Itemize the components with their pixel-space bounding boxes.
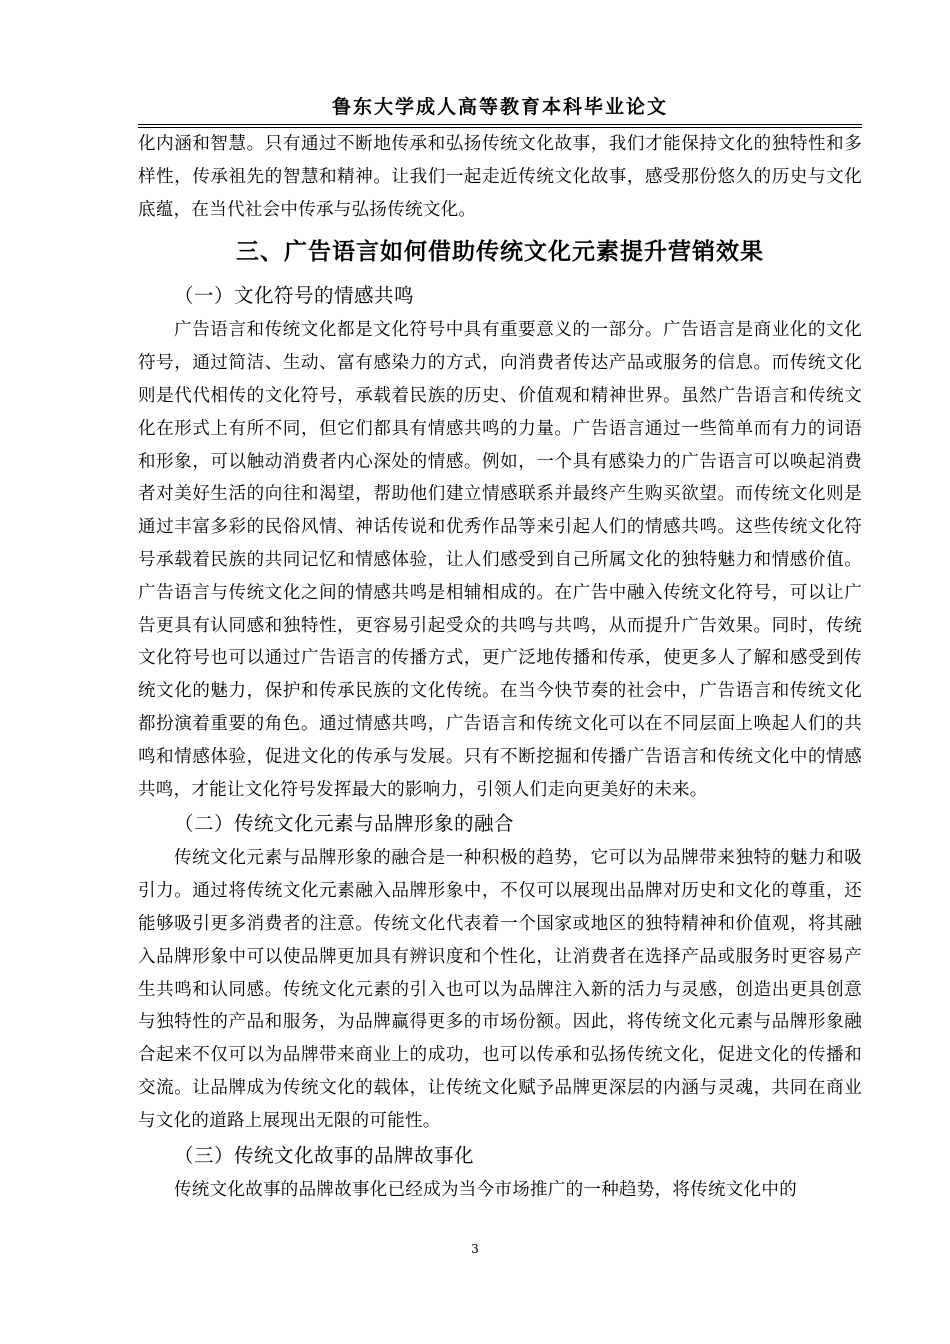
page-header: 鲁东大学成人高等教育本科毕业论文 — [331, 96, 668, 118]
subsection-heading-3: （三）传统文化故事的品牌故事化 — [174, 1143, 475, 1167]
subsection-heading-1: （一）文化符号的情感共鸣 — [174, 284, 415, 308]
page-number: 3 — [471, 1242, 479, 1256]
subsection-paragraph-3: 传统文化故事的品牌故事化已经成为当今市场推广的一种趋势，将传统文化中的 — [174, 1179, 797, 1200]
subsection-paragraph-2: 传统文化元素与品牌形象的融合是一种积极的趋势，它可以为品牌带来独特的魅力和吸引力。通过将传统文化元素融入品牌形象中，不仅可以展现出品牌对历史和文化的尊重，还能够吸引更多消费者的注意。传统文化代表着一个国家或地区的独特精神和价值观，将其融入品牌形象中可以使品牌更加具有辨识度和个性化，让消费者在选择产品或服务时更容易产生共鸣和认同感。传统文化元素的引入也可以为品牌注入新的活力与灵感，创造出更具创意与独特性的产品和服务，为品牌赢得更多的市场份额。因此，将传统文化元素与品牌形象融合起来不仅可以为品牌带来商业上的成功，也可以传承和弘扬传统文化，促进文化的传播和交流。让品牌成为传统文化的载体，让传统文化赋予品牌更深层的内涵与灵魂，共同在商业与文化的道路上展现出无限的可能性。 — [138, 848, 862, 1131]
subsection-paragraph-1: 广告语言和传统文化都是文化符号中具有重要意义的一部分。广告语言是商业化的文化符号，通过简洁、生动、富有感染力的方式，向消费者传达产品或服务的信息。而传统文化则是代代相传的文化符号，承载着民族的历史、价值观和精神世界。虽然广告语言和传统文化在形式上有所不同，但它们都具有情感共鸣的力量。广告语言通过一些简单而有力的词语和形象，可以触动消费者内心深处的情感。例如，一个具有感染力的广告语言可以唤起消费者对美好生活的向往和渴望，帮助他们建立情感联系并最终产生购买欲望。而传统文化则是通过丰富多彩的民俗风情、神话传说和优秀作品等来引起人们的情感共鸣。这些传统文化符号承载着民族的共同记忆和情感体验，让人们感受到自己所属文化的独特魅力和情感价值。广告语言与传统文化之间的情感共鸣是相辅相成的。在广告中融入传统文化符号，可以让广告更具有认同感和独特性，更容易引起受众的共鸣与共鸣，从而提升广告效果。同时，传统文化符号也可以通过广告语言的传播方式，更广泛地传播和传承，使更多人了解和感受到传统文化的魅力，保护和传承民族的文化传统。在当今快节奏的社会中，广告语言和传统文化都扮演着重要的角色。通过情感共鸣，广告语言和传统文化可以在不同层面上唤起人们的共鸣和情感体验，促进文化的传承与发展。只有不断挖掘和传播广告语言和传统文化中的情感共鸣，才能让文化符号发挥最大的影响力，引领人们走向更美好的未来。 — [138, 320, 862, 800]
section-heading: 三、广告语言如何借助传统文化元素提升营销效果 — [236, 239, 764, 266]
page-content — [138, 128, 862, 1206]
intro-paragraph: 化内涵和智慧。只有通过不断地传承和弘扬传统文化故事，我们才能保持文化的独特性和多样性，传承祖先的智慧和精神。让我们一起走近传统文化故事，感受那份悠久的历史与文化底蕴，在当代社会中传承与弘扬传统文化。 — [138, 134, 862, 220]
subsection-heading-2: （二）传统文化元素与品牌形象的融合 — [174, 812, 515, 836]
